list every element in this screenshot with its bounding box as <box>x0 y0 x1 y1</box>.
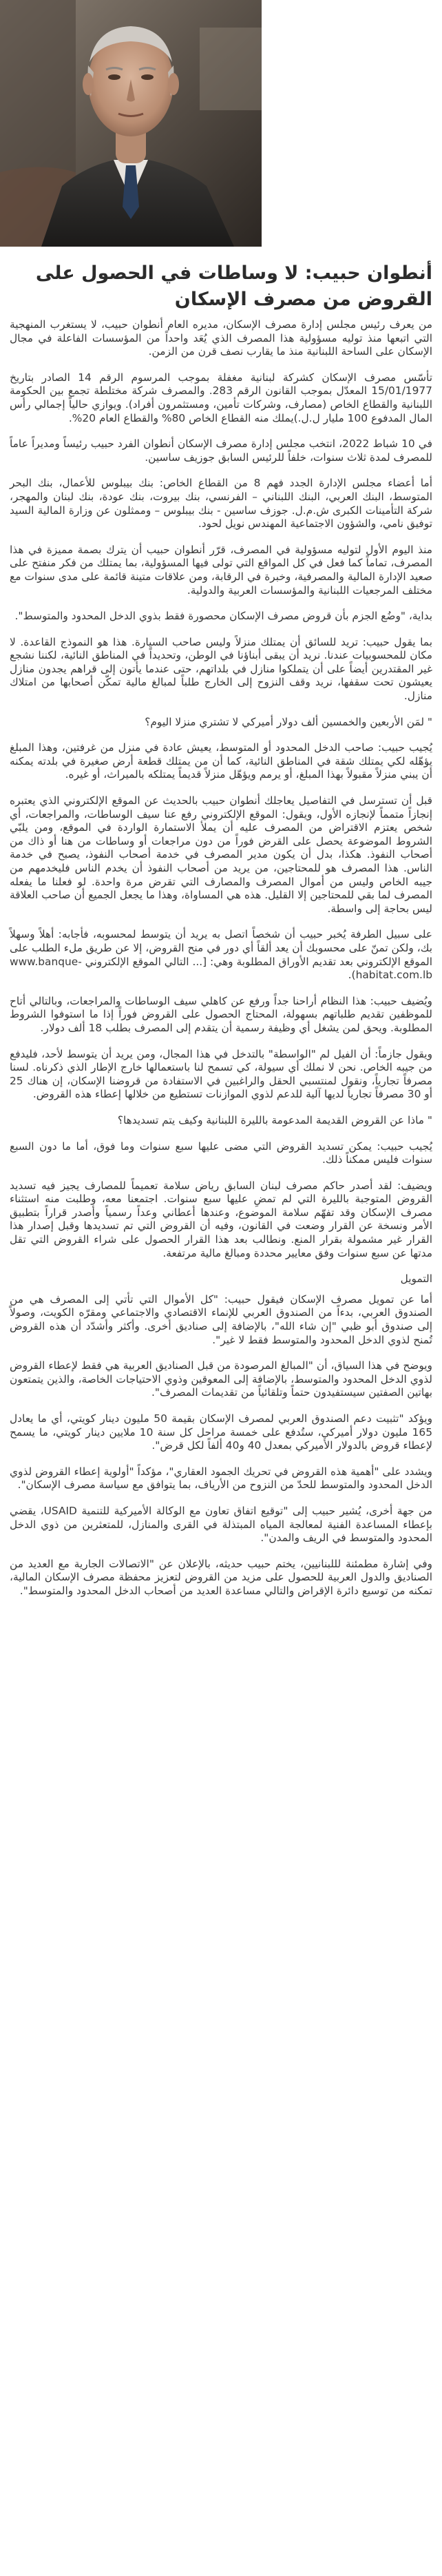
article-paragraph: على سبيل الطرفة يُخبر حبيب أن شخصاً اتصل به يريد أن يتوسط لمحسوبه، فأجابه: أهلاً وسهلاً بك، ولكن تمنّ على محسوبك أن يعد ألقاً أي دور في منح القروض، إلا عن طريق ملء الطلب على الموقع الإلكتروني بعد تقديم الأوراق المطلوبة وهي: [... التالي الموقع الإلكتروني www.banque-habitat.com.lb). <box>10 928 432 982</box>
article-paragraph: في 10 شباط 2022، انتخب مجلس إدارة مصرف الإسكان أنطوان الفرد حبيب رئيساً ومديراً عاماً للمصرف لمدة ثلاث سنوات، خلفاً للرئيس السابق جوزيف ساسين. <box>10 437 432 464</box>
article-paragraph: بداية، "وضُع الجزم بأن قروض مصرف الإسكان محصورة فقط بذوي الدخل المحدود والمتوسط". <box>14 610 432 623</box>
article-paragraph: من يعرف رئيس مجلس إدارة مصرف الإسكان، مديره العام أنطوان حبيب، لا يستغرب المنهجية التي اتبعها منذ توليه مسؤولية هذا المصرف الذي يُعَد واحداً من المؤسسات الفاعلة في مجال الإسكان على الساحة اللبنانية منذ ما يقارب نصف قرن من الزمن. <box>10 318 432 358</box>
article-headline: أنطوان حبيب: لا وساطات في الحصول على القروض من مصرف الإسكان <box>35 262 432 310</box>
article-paragraph: بما يقول حبيب: تريد للسائق أن يمتلك منزلاً وليس صاحب السيارة. هذا هو النموذج القاعدة. لا مكان للمحسوبيات عندنا. نريد أن يبقى أبناؤنا في الوطن، وتحديداً في المناطق النائية، لكننا نشجع غير المقتدرين أيضاً على أن يتملكوا منازل في بلداتهم، حتى عندما يأتون إلى قراهم يجدون منازل يعيشون تحت سقفها، نريد وقف النزوح إلى الخارج طلباً لمبالغ مالية تمكّن أصحابها من امتلاك منازل. <box>10 635 432 703</box>
article-paragraph: ويشدد على "أهمية هذه القروض في تحريك الجمود العقاري"، مؤكداً "أولوية إعطاء القروض لذوي الدخل المحدود والمتوسط للحدّ من النزوح من الأرياف، بما يتوافق مع سياسة مصرف الإسكان". <box>10 1465 432 1492</box>
article-paragraph: ويؤكد "تثبيت دعم الصندوق العربي لمصرف الإسكان بقيمة 50 مليون دينار كويتي، أي ما يعادل 165 مليون دولار أميركي، ستُدفع على خمسة مراحل كل سنة 10 ملايين دينار كويتي، ما يسمح لإعطاء قروض بالدولار الأميركي بمعدل 40 و40 ألفاً لكل قرض". <box>10 1412 433 1452</box>
portrait-image <box>0 0 262 247</box>
article-paragraph: ويوضح في هذا السياق، أن "المبالغ المرصودة من قبل الصناديق العربية هي فقط لإعطاء القروض لذوي الدخل المحدود والمتوسط، بالإضافة إلى المعوقين وذوي الاحتياجات الخاصة، والذين يتمتعون بهاتين الصفتين سيستفيدون حتماً وتلقائياً من تقديمات المصرف". <box>10 1359 432 1399</box>
section-subheading: التمويل <box>400 1272 432 1286</box>
article-paragraph: منذ اليوم الأول لتوليه مسؤولية في المصرف، قرّر أنطوان حبيب أن يترك بصمة مميزة في هذا المصرف، تماماً كما فعل في كل المواقع التي تولى فيها المسؤولية، بما يمتلك من فكر منفتح على صعيد الإدارة المالية والمصرفية، وخبرة في الرقابة، ومن علاقات متينة قائمة على مدى سنوات مع مختلف المرجعيات اللبنانية والمؤسسات العربية والدولية. <box>10 543 432 597</box>
article-paragraph: يُجيب حبيب: صاحب الدخل المحدود أو المتوسط، يعيش عادة في منزل من غرفتين، وهذا المبلغ يؤهّله لكي يمتلك شقة في المناطق النائية، كما أن من يمتلك قطعة أرض صغيرة في بلدته يمكنه أن يبني منزلاً مقبولاً بهذا المبلغ، أو يرمم ويؤهّل منزلاً قديماً يمتلكه بالميراث، أو غيره. <box>10 741 432 781</box>
article-question: " لمَن الأربعين والخمسين ألف دولار أميركي لا تشتري منزلا اليوم؟ <box>145 715 432 728</box>
article-paragraph: يُجيب حبيب: يمكن تسديد القروض التي مضى عليها سبع سنوات وما فوق، أما ما دون السبع سنوات فليس ممكناً ذلك. <box>10 1140 432 1166</box>
article-paragraph: من جهة أخرى، يُشير حبيب إلى "توقيع اتفاق تعاون مع الوكالة الأميركية للتنمية USAID، يقضي بإعطاء المساعدة الفنية لمعالجة المياه المبتذلة في القرى والمنازل، للمتعثرين من ذوي الدخل المحدود والمتوسط في الريف والمدن". <box>10 1504 432 1545</box>
article-paragraph: أما عن تمويل مصرف الإسكان فيقول حبيب: "كل الأموال التي تأتي إلى المصرف هي من الصندوق العربي، بدءاً من الصندوق العربي للإنماء الاقتصادي والاجتماعي ومقرّه الكويت، وصولاً إلى صندوق أبو ظبي "إن شاء الله"، بالإضافة إلى صناديق أخرى. وأكثر وأشدّد أن هذه القروض تُمنح لذوي الدخل المحدود والمتوسط فقط لا غير". <box>10 1292 432 1346</box>
article-body <box>10 318 432 1598</box>
article-question: " ماذا عن القروض القديمة المدعومة بالليرة اللبنانية وكيف يتم تسديدها؟ <box>117 1113 432 1126</box>
article-paragraph: ويقول جازماً: أن الفيل لم "الواسطة" بالتدخل في هذا المجال، ومن يريد أن يتوسط لأحد، فليدفع من جيبه الخاص. نحن لا نملك أي سيولة، كي تسمح لنا باستعمالها خارج الإطار الذي ذكرناه. لسنا مصرفاً تجارياً، ونقول لمنتسبي الحقل والراغبين في الاستفادة من قروضنا الإسكان، إن هناك 25 أو 30 مصرفاً تجارياً لديها آلية للدعم لذوي الموازنات تستطيع من خلالها إعطاء هذه القروض. <box>10 1047 432 1101</box>
portrait-photo <box>0 0 262 247</box>
article-paragraph: أما أعضاء مجلس الإدارة الجدد فهم 8 من القطاع الخاص: بنك بيبلوس للأعمال، بنك البحر المتوسط، البنك العربي، البنك اللبناني – الفرنسي، بنك بيروت، بنك عودة، بنك لبنان والمهجر، شركة التأمينات الكبرى ش.م.ل. جوزف ساسين - بنك بيبلوس – وممثلون عن وزارة المالية السيد توفيق نامي، والشؤون الاجتماعية المهندس نويل لحود. <box>10 477 432 530</box>
article-paragraph: تأسّس مصرف الإسكان كشركة لبنانية مغفلة بموجب المرسوم الرقم 14 الصادر بتاريخ 15/01/1977 المعدّل بموجب القانون الرقم 283. والمصرف شركة مختلطة تجمع بين الحكومة اللبنانية والقطاع الخاص (مصارف، وشركات تأمين، ومستثمرون أفراد). ويوازي حالياً إجمالي رأس المال المدفوع 100 مليار ل.ل.)يملك منه القطاع الخاص 80% والقطاع العام 20%. <box>10 371 432 424</box>
article-paragraph: وفي إشارة مطمئنة لللبنانيين، يختم حبيب حديثه، بالإعلان عن "الاتصالات الجارية مع العديد من الصناديق والدول العربية للحصول على مزيد من القروض لتعزيز محفظة مصرف الإسكان المالية، تمكنه من توسيع دائرة الإقراض والتالي مساعدة العديد من أصحاب الدخل المحدود والمتوسط". <box>10 1557 432 1597</box>
article-paragraph: ويُضيف حبيب: هذا النظام أراحنا جداً ورفع عن كاهلي سيف الوساطات والمراجعات، وبالتالي أتاح للموظفين تقديم طلباتهم بسهولة، المحتاج الحصول على القروض فوراً إذا ما استوفوا الشروط المطلوبة. ويحق لمن يشغل أي وظيفة رسمية أن يتقدم إلى المصرف بطلب 18 ألف دولار. <box>10 994 432 1034</box>
article-paragraph: قبل أن تسترسل في التفاصيل يعاجلك أنطوان حبيب بالحديث عن الموقع الإلكتروني الذي يعتبره إنجازاً متمماً لإنجازه الأول، ويقول: الموقع الإلكتروني رفع عنا سيف الوساطات، والمراجعات، أي شخص يعتزم الاقتراض من المصرف عليه أن يملأ الاستمارة الواردة في الموقع، ومن يلبّي الشروط الموضوعة يحصل على القرض فوراً من دون مراجعات أو وساطات من هنا أو ذاك من أصحاب النفوذ. هكذا، بدل أن يكون مدير المصرف في خدمة أصحاب النفوذ، يصبح في خدمة الناس. هذا المصرف هو للمحتاجين، من يريد من أصحاب النفوذ أن يخدم الناس فليخدمهم من جيبه الخاص وليس من أموال المصرف والمصارف التي تقرض مرة واحدة. لو فعلنا ما يفعله المصرف لما بقي للمحتاجين إلا القليل. هذه هي المساواة، وهذا ما يجعل الجميع أن صاحب العلاقة ليس بحاجة إلى واسطة. <box>10 794 432 915</box>
article-paragraph: ويضيف: لقد أصدر حاكم مصرف لبنان السابق رياض سلامة تعميماً للمصارف يجيز فيه تسديد القروض المتوجبة بالليرة التي لم تمضِ عليها سبع سنوات. اجتمعنا معه، وطلبت منه استثناء مصرف الإسكان وقد تفهّم سلامة الموضوع، وعندها أعطاني وعداً رسمياً وأصدر قراراً بتطبيق الأمر ونسخة عن القرار وضعت في القانون، وفيه أن القروض التي تم تسديدها وقبل إصدار هذا القرار غير مشمولة بقرار المنع. ونطالب بعد هذا القرار الحصول على شراء القروض التي تقل مدتها عن سبع سنوات وفق معايير محددة ومبالغ مالية مرتفعة. <box>10 1179 432 1259</box>
